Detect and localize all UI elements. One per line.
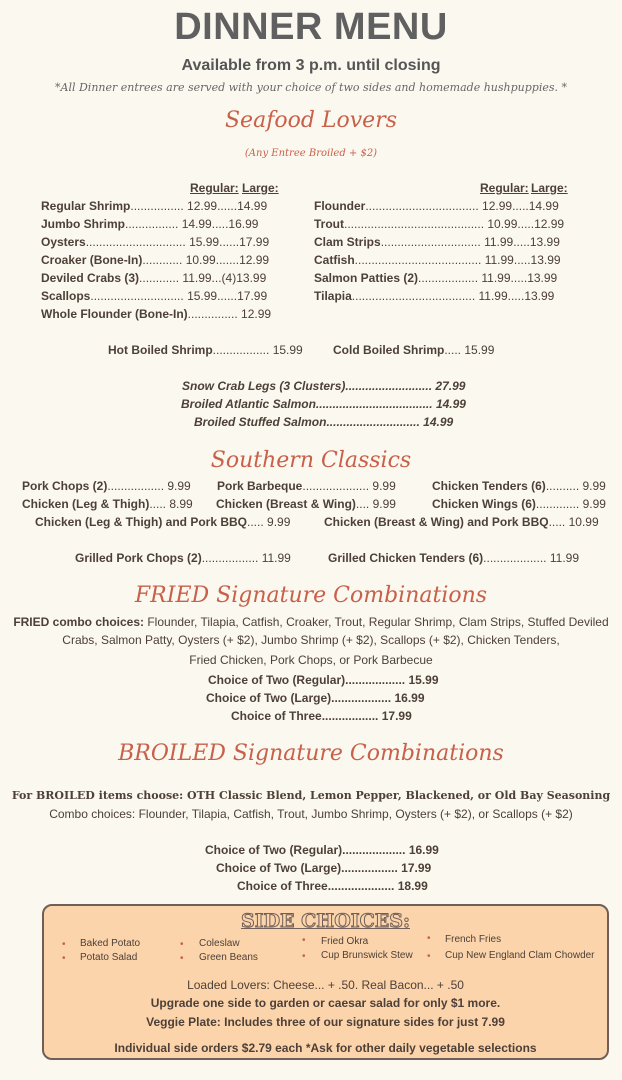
southern-item: Chicken Tenders (6).......... 9.99 (432, 479, 606, 493)
southern-section-title: Southern Classics (210, 448, 412, 473)
southern-item: Grilled Pork Chops (2)................. 11.99 (75, 551, 291, 565)
fried-option: Choice of Two (Large).................. 16.99 (206, 691, 425, 705)
side-item: Potato Salad (80, 952, 138, 963)
bullet-icon: • (180, 939, 184, 950)
bullet-icon: • (62, 953, 66, 964)
side-item: Green Beans (199, 952, 258, 963)
seafood-item: Deviled Crabs (3)............ 11.99...(4)13.99 (41, 271, 267, 285)
seafood-item: Scallops............................ 15.99......17.99 (41, 289, 268, 303)
southern-item: Chicken (Leg & Thigh) and Pork BBQ..... 9.99 (35, 515, 291, 529)
bullet-icon: • (302, 951, 306, 962)
broiled-option: Choice of Two (Regular)................... 16.99 (205, 843, 439, 857)
southern-item: Pork Barbeque.................... 9.99 (217, 479, 396, 493)
right-regular-header: Regular: (480, 181, 529, 195)
seafood-item: Croaker (Bone-In)............ 10.99.......12.99 (41, 253, 270, 267)
seafood-section-title: Seafood Lovers (224, 108, 398, 133)
hot-boiled-shrimp-item: Hot Boiled Shrimp................. 15.99 (108, 343, 303, 357)
side-item: Baked Potato (80, 938, 141, 949)
southern-item: Chicken (Breast & Wing) and Pork BBQ..... 10.99 (324, 515, 599, 529)
broiled-seasoning-line: For BROILED items choose: OTH Classic Blend, Lemon Pepper, Blackened, or Old Bay Seasoning (11, 789, 611, 802)
individual-sides-line: Individual side orders $2.79 each *Ask for other daily vegetable selections (114, 1041, 537, 1055)
menu-title: DINNER MENU (174, 6, 448, 48)
southern-item: Chicken Wings (6)............. 9.99 (432, 497, 606, 511)
upgrade-line: Upgrade one side to garden or caesar salad for only $1 more. (150, 996, 501, 1010)
fried-option: Choice of Three................. 17.99 (231, 709, 412, 723)
seafood-item: Regular Shrimp................ 12.99......14.99 (41, 199, 268, 213)
cold-boiled-shrimp-item: Cold Boiled Shrimp..... 15.99 (333, 343, 495, 357)
special-item: Broiled Stuffed Salmon............................ 14.99 (194, 415, 454, 429)
fried-choices-line-3: Fried Chicken, Pork Chops, or Pork Barbecue (189, 653, 433, 667)
veggie-plate-line: Veggie Plate: Includes three of our signature sides for just 7.99 (146, 1015, 505, 1029)
southern-item: Chicken (Breast & Wing).... 9.99 (216, 497, 396, 511)
broiled-option: Choice of Three.................... 18.99 (237, 879, 428, 893)
side-item: Fried Okra (321, 936, 369, 947)
seafood-item: Jumbo Shrimp................ 14.99.....16.99 (41, 217, 259, 231)
fried-choices-line-2: Crabs, Salmon Patty, Oysters (+ $2), Jumbo Shrimp (+ $2), Scallops (+ $2), Chicken Tenders, (62, 633, 560, 647)
seafood-item: Whole Flounder (Bone-In)............... 12.99 (41, 307, 272, 321)
entree-note: *All Dinner entrees are served with your choice of two sides and homemade hushpuppies. * (55, 81, 567, 94)
side-item: Coleslaw (199, 938, 240, 949)
southern-item: Pork Chops (2)................. 9.99 (22, 479, 191, 493)
seafood-item: Clam Strips.............................. 11.99.....13.99 (314, 235, 560, 249)
seafood-item: Catfish...................................... 11.99.....13.99 (314, 253, 561, 267)
left-large-header: Large: (242, 181, 279, 195)
seafood-item: Tilapia..................................... 11.99.....13.99 (314, 289, 555, 303)
bullet-icon: • (62, 939, 66, 950)
bullet-icon: • (427, 951, 431, 962)
seafood-item: Salmon Patties (2).................. 11.99.....13.99 (314, 271, 558, 285)
southern-item: Chicken (Leg & Thigh)..... 8.99 (22, 497, 193, 511)
special-item: Snow Crab Legs (3 Clusters).......................... 27.99 (182, 379, 466, 393)
broiled-choices-line: Combo choices: Flounder, Tilapia, Catfish, Trout, Jumbo Shrimp, Oysters (+ $2), or Scallops (+ $2) (49, 807, 573, 821)
fried-choices-line-1: FRIED combo choices: Flounder, Tilapia, Catfish, Croaker, Trout, Regular Shrimp, Clam Strips, Stuffed Deviled (13, 615, 609, 629)
side-item: French Fries (445, 934, 502, 945)
seafood-item: Flounder.................................. 12.99.....14.99 (314, 199, 559, 213)
fried-option: Choice of Two (Regular).................. 15.99 (208, 673, 439, 687)
right-large-header: Large: (531, 181, 568, 195)
side-item: Cup New England Clam Chowder (445, 950, 595, 961)
special-item: Broiled Atlantic Salmon................................... 14.99 (181, 397, 466, 411)
broiled-section-title: BROILED Signature Combinations (118, 741, 504, 766)
left-regular-header: Regular: (190, 181, 239, 195)
side-choices-box (42, 904, 609, 1060)
southern-item: Grilled Chicken Tenders (6)................... 11.99 (328, 551, 579, 565)
bullet-icon: • (302, 935, 306, 946)
loaded-lovers-line: Loaded Lovers: Cheese... + .50. Real Bacon... + .50 (187, 978, 464, 992)
side-choices-title: SIDE CHOICES: (240, 910, 411, 932)
bullet-icon: • (427, 933, 431, 944)
broiled-option: Choice of Two (Large)................. 17.99 (216, 861, 432, 875)
side-item: Cup Brunswick Stew (321, 950, 413, 961)
bullet-icon: • (180, 953, 184, 964)
seafood-item: Oysters.............................. 15.99......17.99 (41, 235, 270, 249)
availability-subtitle: Available from 3 p.m. until closing (181, 57, 441, 74)
seafood-item: Trout.......................................... 10.99.....12.99 (314, 217, 565, 231)
seafood-broiled-note: (Any Entree Broiled + $2) (244, 148, 378, 159)
fried-section-title: FRIED Signature Combinations (134, 583, 488, 608)
